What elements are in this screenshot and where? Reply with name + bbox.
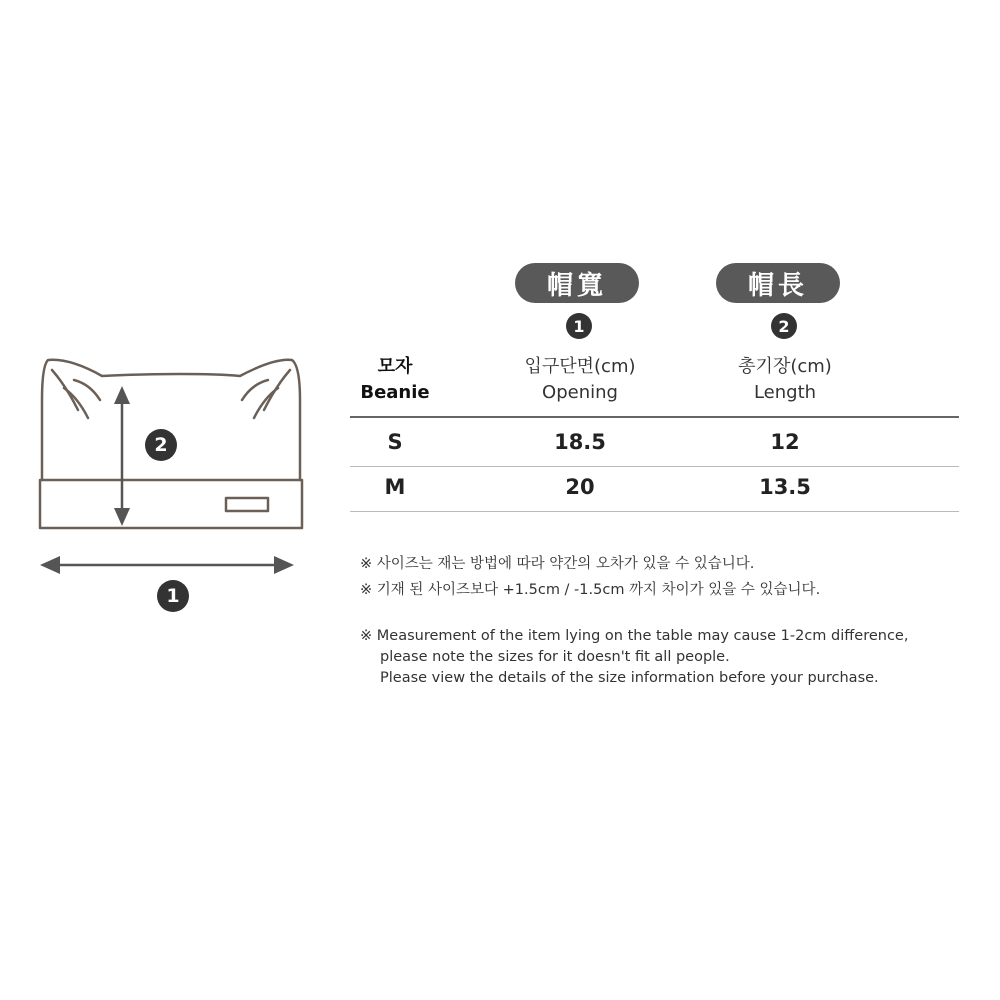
- table-bottom-divider: [350, 511, 959, 512]
- note-korean-1: ※ 사이즈는 재는 방법에 따라 약간의 오차가 있을 수 있습니다.: [360, 556, 755, 572]
- size-cell: S: [387, 430, 403, 454]
- opening-badge: 帽寬: [515, 263, 639, 303]
- marker-height: 2: [145, 429, 177, 461]
- length-number-marker: 2: [771, 313, 797, 339]
- note-english-2: please note the sizes for it doesn't fit all people.: [380, 649, 730, 665]
- note-english-1: ※ Measurement of the item lying on the table may cause 1-2cm difference,: [360, 628, 909, 644]
- item-header: [345, 354, 445, 406]
- table-header-divider: [350, 416, 959, 418]
- item-header-ko: 모자: [377, 356, 413, 377]
- opening-cell: 18.5: [554, 430, 606, 454]
- opening-cell: 20: [565, 475, 595, 499]
- table-row-divider: [350, 466, 959, 467]
- item-header-en: Beanie: [360, 382, 430, 403]
- length-header-ko: 총기장(cm): [738, 356, 832, 377]
- length-cell: 13.5: [759, 475, 811, 499]
- size-cell: M: [384, 475, 406, 499]
- length-badge: 帽長: [716, 263, 840, 303]
- opening-header-ko: 입구단면(cm): [524, 356, 636, 377]
- opening-header-en: Opening: [542, 382, 618, 403]
- note-english-3: Please view the details of the size information before your purchase.: [380, 670, 879, 686]
- opening-header: [490, 354, 670, 406]
- length-header-en: Length: [753, 382, 817, 403]
- marker-width: 1: [157, 580, 189, 612]
- opening-number-marker: 1: [566, 313, 592, 339]
- beanie-illustration: [30, 340, 310, 620]
- length-header: [695, 354, 875, 406]
- length-cell: 12: [770, 430, 800, 454]
- note-korean-2: ※ 기재 된 사이즈보다 +1.5cm / -1.5cm 까지 차이가 있을 수 있습니다.: [360, 582, 821, 598]
